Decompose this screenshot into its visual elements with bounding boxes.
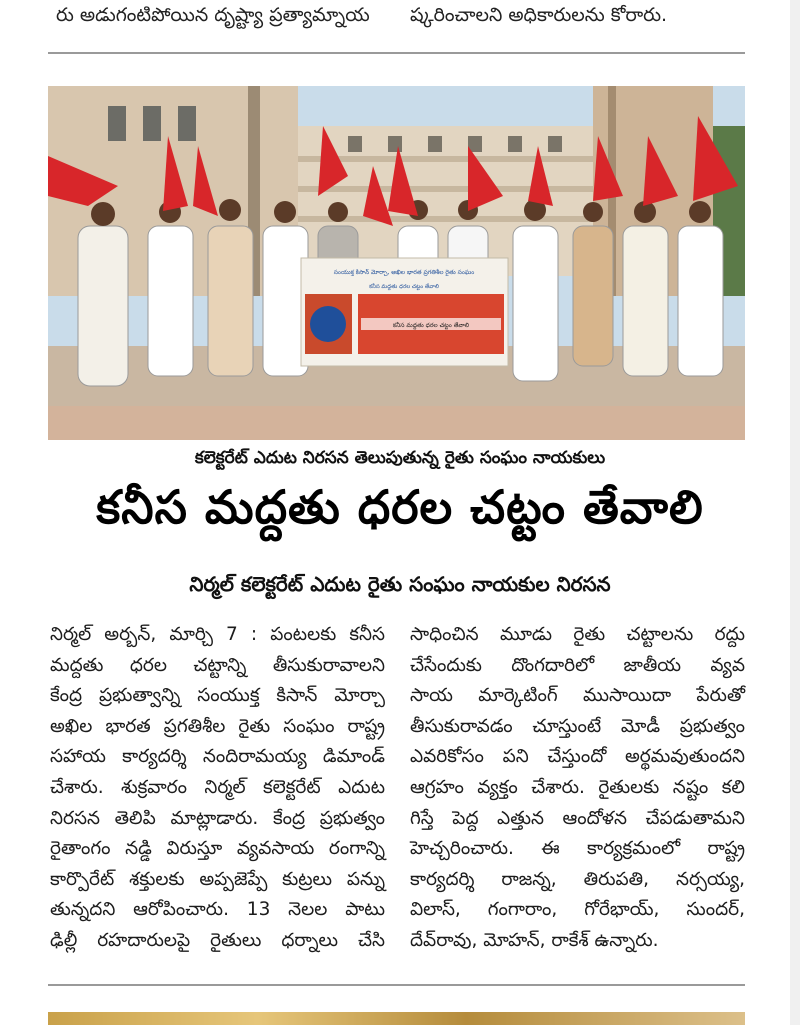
article-line: రైతాంగం నడ్డి విరుస్తూ వ్యవసాయ రంగాన్ని [50,838,385,860]
article-line: అఖిల భారత ప్రగతిశీల రైతు సంఘం రాష్ట్ర [50,715,385,737]
article-line: గిస్తే పెద్ద ఎత్తున ఆందోళన చేపడుతామని [410,807,745,829]
article-line: సాయ మార్కెటింగ్ ముసాయిదా పేరుతో [410,685,745,707]
article-line: చేసేందుకు దొంగదారిలో జాతీయ వ్యవ [410,654,745,676]
article-line: దేవ్‌రావు, మోహన్, రాకేశ్ ఉన్నారు. [410,929,659,951]
article-line: మద్దతు ధరల చట్టాన్ని తీసుకురావాలని [50,654,385,676]
banner-line-1: సంయుక్త కిసాన్ మోర్చా, అఖిల భారత ప్రగతిశీల రైతు సంఘం [333,269,475,276]
article-line: విలాస్, గంగారాం, గోరేభాయ్, సుందర్, [410,899,745,921]
article-line: కార్యదర్శి రాజన్న, తిరుపతి, నర్సయ్య, [410,868,745,890]
article-line: చేశారు. శుక్రవారం నిర్మల్ కలెక్టరేట్ ఎదుట [50,776,385,798]
article-line: హెచ్చరించారు. ఈ కార్యక్రమంలో రాష్ట్ర [410,838,745,860]
article-line: సహాయ కార్యదర్శి నందిరామయ్య డిమాండ్ [50,746,385,768]
article-line: కేంద్ర ప్రభుత్వాన్ని సంయుక్త కిసాన్ మోర్చా [50,685,385,707]
photo-caption: కలెక్టరేట్ ఎదుట నిరసన తెలుపుతున్న రైతు సంఘం నాయకులు [194,448,606,468]
article-line: తీసుకురావడం చూస్తుంటే మోడీ ప్రభుత్వం [410,715,745,737]
previous-article-fragment [0,0,800,50]
article-line: ఎవరికోసం పని చేస్తుందో అర్థమవుతుందని [410,746,745,768]
protest-banner [301,258,508,366]
headline: కనీస మద్దతు ధరల చట్టం తేవాలి [96,480,704,534]
article-line: కార్పొరేట్ శక్తులకు అప్పజెప్పే కుట్రలు పన్ను [50,868,385,890]
article-column-left [50,620,385,957]
banner-line-3: కనీస మద్దతు ధరల చట్టం తేవాలి [392,322,470,329]
article-line: తున్నదని ఆరోపించారు. 13 నెలల పాటు [50,899,385,921]
article-column-right [410,620,745,957]
divider-bottom [48,984,745,986]
fragment-left-text: రు అడుగంటిపోయిన దృష్ట్యా ప్రత్యామ్నాయ [56,4,370,26]
protest-photo [48,86,745,440]
article-line: ఆగ్రహం వ్యక్తం చేశారు. రైతులకు నష్టం కలి [410,776,745,798]
fragment-right-text: ష్కరించాలని అధికారులను కోరారు. [410,4,668,26]
subheadline: నిర్మల్ కలెక్టరేట్ ఎదుట రైతు సంఘం నాయకుల నిరసన [189,572,611,596]
article-line: ఢిల్లీ రహదారులపై రైతులు ధర్నాలు చేసి [50,929,385,951]
next-photo-strip [48,1012,745,1025]
divider-top [48,52,745,54]
article-line: నిర్మల్ అర్బన్, మార్చి 7 : పంటలకు కనీస [50,624,385,645]
banner-line-2: కనీస మద్దతు ధరల చట్టం తేవాలి [369,284,439,290]
article-line: సాధించిన మూడు రైతు చట్టాలను రద్దు [410,624,745,645]
article-line: నిరసన తెలిపి మాట్లాడారు. కేంద్ర ప్రభుత్వం [50,807,385,829]
